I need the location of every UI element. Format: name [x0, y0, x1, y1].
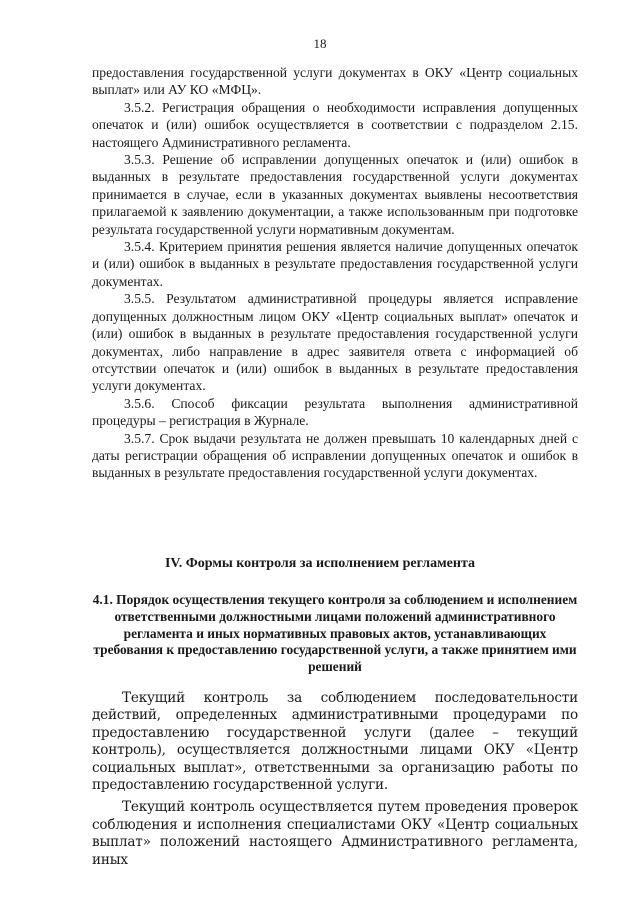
regulation-text-block: [92, 64, 578, 482]
paragraph-3-5-5: 3.5.5. Результатом административной процедуры является исправление допущенных должностным лицом ОКУ «Центр социальных выплат» опечаток и (или) ошибок в выданных в результате предоставления государственной услуги документах, либо направление в адрес заявителя ответа с информацией об отсутствии опечаток и (или) ошибок в выданных в результате предоставления услуги документах.: [92, 291, 578, 394]
section-heading: IV. Формы контроля за исполнением регламента: [164, 556, 476, 571]
paragraph-3-5-3: 3.5.3. Решение об исправлении допущенных опечаток и (или) ошибок в выданных в результате предоставления государственной услуги документах принимается в случае, если в указанных документах выявлены несоответствия прилагаемой к заявлению документации, а также использованным при подготовке результата государственной услуги нормативным документам.: [92, 152, 578, 237]
paragraph-3-5-6: 3.5.6. Способ фиксации результата выполнения административной процедуры – регистрация в Журнале.: [92, 395, 578, 429]
control-paragraph-2: Текущий контроль осуществляется путем проведения проверок соблюдения и исполнения специалистами ОКУ «Центр социальных выплат» положений настоящего Административного регламента, иных: [92, 799, 578, 868]
paragraph-3-5-2: 3.5.2. Регистрация обращения о необходимости исправления допущенных опечаток и (или) ошибок осуществляется в соответствии с подразделом 2.15. настоящего Административного регламента.: [92, 99, 578, 150]
subsection-heading: 4.1. Порядок осуществления текущего контроля за соблюдением и исполнением ответственными должностными лицами положений административного регламента и иных нормативных правовых актов, устанавливающих требования к предоставлению государственной услуги, а также принятием ими решений: [92, 592, 578, 675]
paragraph-3-5-7: 3.5.7. Срок выдачи результата не должен превышать 10 календарных дней с даты регистрации обращения об исправлении допущенных опечаток и ошибок в выданных в результате предоставления государственной услуги документах.: [92, 430, 578, 481]
paragraph-3-5-4: 3.5.4. Критерием принятия решения является наличие допущенных опечаток и (или) ошибок в выданных в результате предоставления государственной услуги документах.: [92, 239, 578, 289]
control-paragraph-1: Текущий контроль за соблюдением последовательности действий, определенных административными процедурами по предоставлению государственной услуги (далее – текущий контроль), осуществляется должностными лицами ОКУ «Центр социальных выплат», ответственными за организацию работы по предоставлению государственной услуги.: [92, 690, 578, 794]
paragraph-continuation: предоставления государственной услуги документах в ОКУ «Центр социальных выплат» или АУ КО «МФЦ».: [92, 65, 578, 98]
page-number: 18: [313, 36, 327, 51]
control-text-block: [92, 690, 578, 874]
